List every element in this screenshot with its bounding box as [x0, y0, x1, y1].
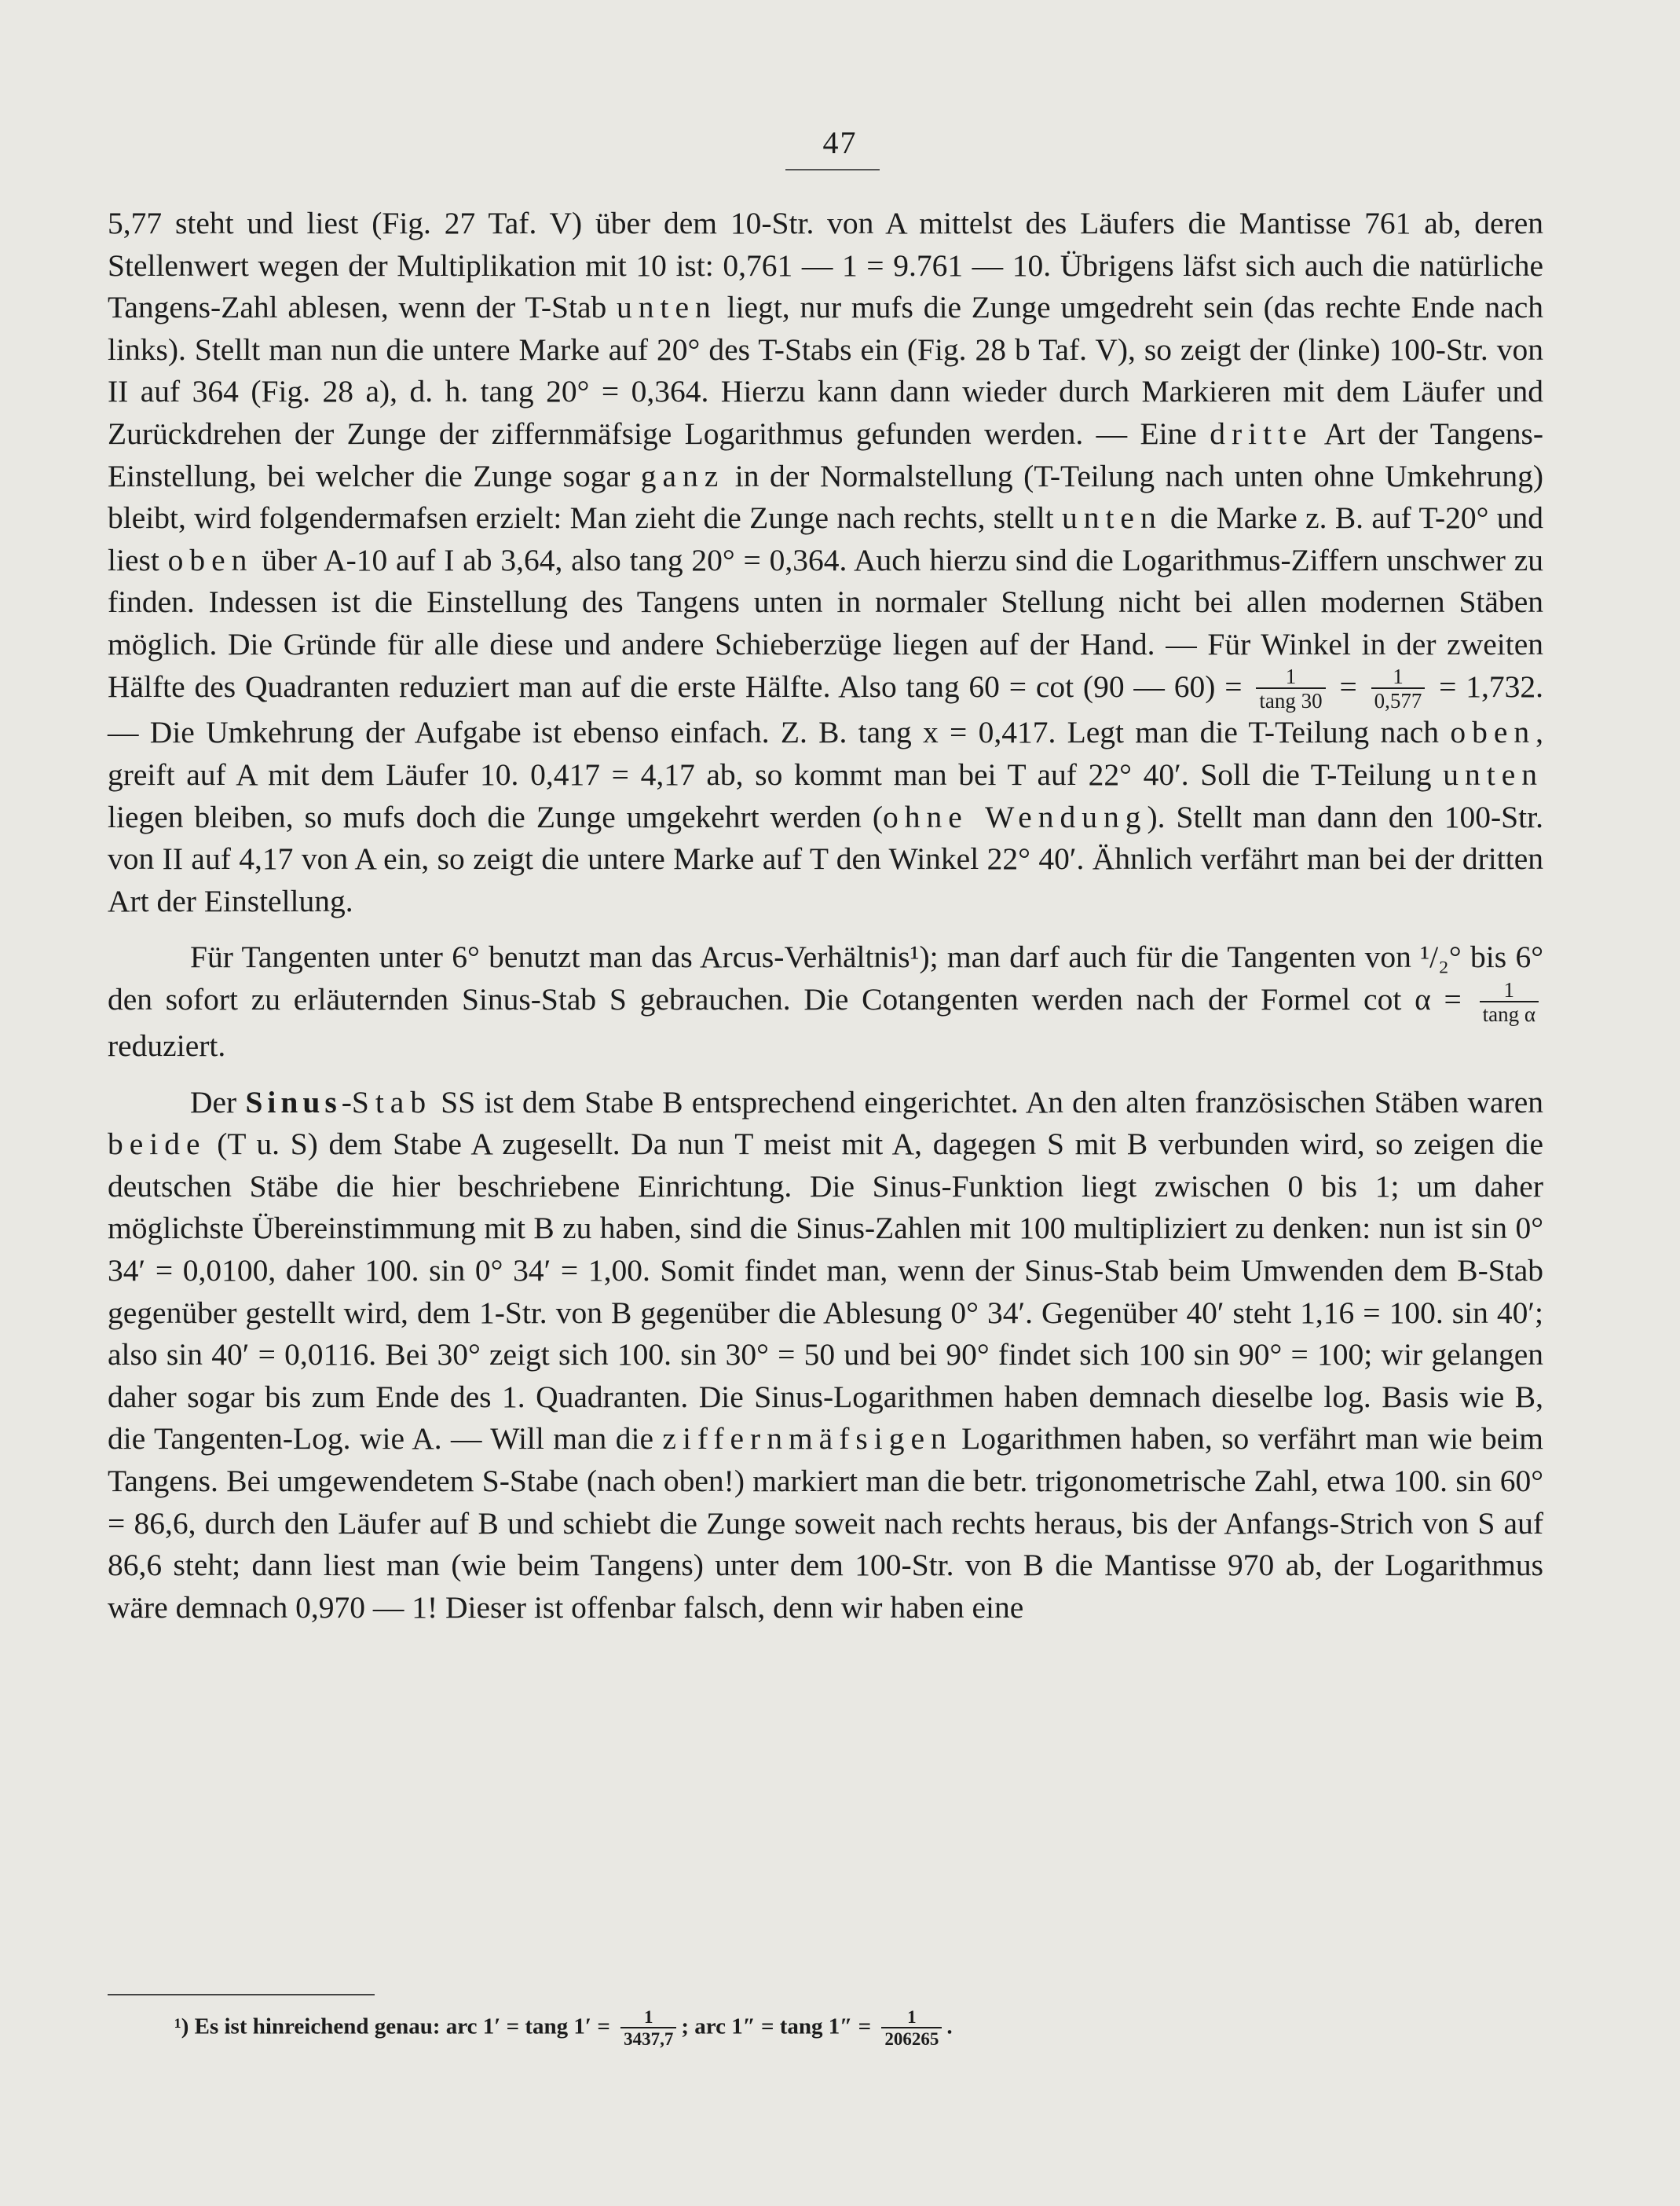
emphasized-text: unten: [617, 290, 717, 325]
fraction: [620, 2008, 676, 2049]
fraction-numerator: 1: [907, 2007, 917, 2027]
emphasized-text: Stab: [351, 1084, 433, 1119]
emphasized-text: oben: [1450, 715, 1536, 750]
fraction-denominator: 206265: [881, 2027, 942, 2049]
emphasized-text: ohne Wendung: [883, 799, 1147, 834]
body-text: [108, 203, 1543, 1629]
footnote: ¹) Es ist hinreichend genau: arc 1′ = tang 1′ = $\frac{1}{3437,7}$ ; arc 1″ = tang 1″ = $\frac{1}{206265}$ .: [174, 2007, 953, 2049]
fraction-numerator: 1: [1503, 977, 1515, 1002]
paragraph: Der Sinus-Stab SS ist dem Stabe B entsprechend eingerichtet. An den alten französischen Stäben waren beide (T u. S) dem Stabe A zugesellt. Da nun T meist mit A, dagegen S mit B verbunden wird, so zeigen die deutschen Stäbe die hier beschriebene Einrichtung. Die Sinus-Funktion liegt zwischen 0 bis 1; um daher möglichste Übereinstimmung mit B zu haben, sind die Sinus-Zahlen mit 100 multipliziert zu denken: nun ist sin 0° 34′ = 0,0100, daher 100. sin 0° 34′ = 1,00. Somit findet man, wenn der Sinus-Stab beim Umwenden dem B-Stab gegenüber gestellt wird, dem 1-Str. von B gegenüber die Ablesung 0° 34′. Gegenüber 40′ steht 1,16 = 100. sin 40′; also sin 40′ = 0,0116. Bei 30° zeigt sich 100. sin 30° = 50 und bei 90° findet sich 100 sin 90° = 100; wir gelangen daher sogar bis zum Ende des 1. Quadranten. Die Sinus-Logarithmen haben demnach dieselbe log. Basis wie B, die Tangenten-Log. wie A. — Will man die ziffernmäfsigen Logarithmen haben, so verfährt man wie beim Tangens. Bei umgewendetem S-Stabe (nach oben!) markiert man die betr. trigonometrische Zahl, etwa 100. sin 60° = 86,6, durch den Läufer auf B und schiebt die Zunge soweit nach rechts heraus, bis der Anfangs-Strich von S auf 86,6 steht; dann liest man (wie beim Tangens) unter dem 100-Str. von B die Mantisse 970 ab, der Logarithmus wäre demnach 0,970 — 1! Dieser ist offenbar falsch, denn wir haben eine: [108, 1084, 1544, 1625]
emphasized-text: Sinus: [245, 1084, 342, 1119]
emphasized-text: unten: [1061, 500, 1162, 536]
emphasized-text: ziffernmäfsigen: [662, 1421, 953, 1457]
emphasized-text: ganz: [640, 458, 725, 493]
fraction: [1480, 977, 1539, 1026]
fraction: [1256, 666, 1325, 712]
emphasized-text: beide: [108, 1127, 207, 1162]
fraction: [881, 2008, 942, 2049]
fraction-numerator: 1: [643, 2007, 653, 2027]
paragraph: 5,77 steht und liest (Fig. 27 Taf. V) über dem 10-Str. von A mittelst des Läufers die Mantisse 761 ab, deren Stellenwert wegen der Multiplikation mit 10 ist: 0,761 — 1 = 9.761 — 10. Übrigens läfst sich auch die natürliche Tangens-Zahl ablesen, wenn der T-Stab unten liegt, nur mufs die Zunge umgedreht sein (das rechte Ende nach links). Stellt man nun die untere Marke auf 20° des T-Stabs ein (Fig. 28 b Taf. V), so zeigt der (linke) 100-Str. von II auf 364 (Fig. 28 a), d. h. tang 20° = 0,364. Hierzu kann dann wieder durch Markieren mit dem Läufer und Zurückdrehen der Zunge der ziffernmäfsige Logarithmus gefunden werden. — Eine dritte Art der Tangens-Einstellung, bei welcher die Zunge sogar ganz in der Normalstellung (T-Teilung nach unten ohne Umkehrung) bleibt, wird folgendermafsen erzielt: Man zieht die Zunge nach rechts, stellt unten die Marke z. B. auf T-20° und liest oben über A-10 auf I ab 3,64, also tang 20° = 0,364. Auch hierzu sind die Logarithmus-Ziffern unschwer zu finden. Indessen ist die Einstellung des Tangens unten in normaler Stellung nicht bei allen modernen Stäben möglich. Die Gründe für alle diese und andere Schieberzüge liegen auf der Hand. — Für Winkel in der zweiten Hälfte des Quadranten reduziert man auf die erste Hälfte. Also tang 60 = cot (90 — 60) = $\frac{1}{\tan g 30}$ = $\frac{1}{0,577}$ = 1,732. — Die Umkehrung der Aufgabe ist ebenso einfach. Z. B. tang x = 0,417. Legt man die T-Teilung nach oben, greift auf A mit dem Läufer 10. 0,417 = 4,17 ab, so kommt man bei T auf 22° 40′. Soll die T-Teilung unten liegen bleiben, so mufs doch die Zunge umgekehrt werden (ohne Wendung). Stellt man dann den 100-Str. von II auf 4,17 von A ein, so zeigt die untere Marke auf T den Winkel 22° 40′. Ähnlich verfährt man bei der dritten Art der Einstellung.: [108, 206, 1544, 918]
fraction-denominator: tang 30: [1256, 687, 1325, 712]
fraction: [1371, 666, 1426, 712]
fraction-denominator: 3437,7: [620, 2027, 676, 2049]
page-number-rule: [785, 169, 880, 170]
fraction-numerator: 1: [1393, 665, 1404, 689]
fraction-denominator: tang α: [1480, 1001, 1539, 1025]
emphasized-text: oben: [167, 542, 254, 577]
emphasized-text: unten: [1443, 757, 1543, 793]
emphasized-text: dritte: [1210, 416, 1313, 451]
fraction-denominator: 0,577: [1371, 687, 1426, 712]
footnote-rule: [108, 1994, 375, 1995]
page-number: 47: [822, 125, 858, 160]
paragraph: Für Tangenten unter 6° benutzt man das Arcus-Verhältnis¹); man darf auch für die Tangenten von ¹/₂° bis 6° den sofort zu erläuternden Sinus-Stab S gebrauchen. Die Cotangenten werden nach der Formel cot α = $\frac{1}{\text{tang α}}$ reduziert.: [108, 940, 1543, 1063]
fraction-numerator: 1: [1285, 665, 1297, 689]
